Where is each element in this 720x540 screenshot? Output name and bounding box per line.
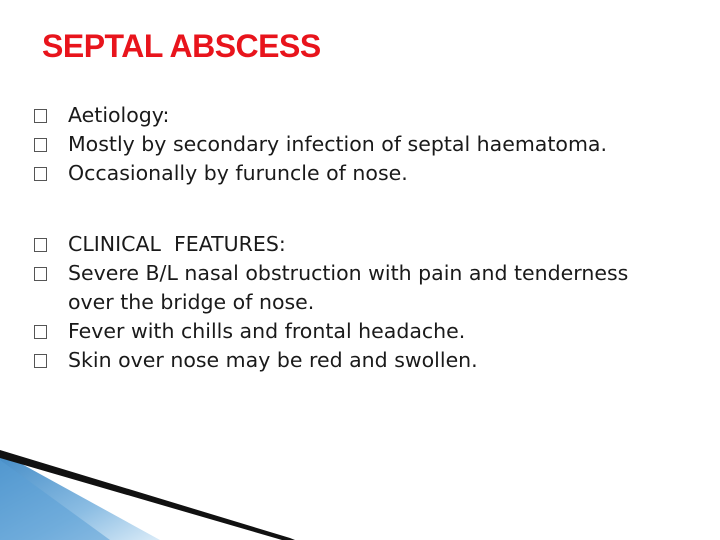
bullet-text: CLINICAL FEATURES:	[68, 232, 286, 256]
bullet-box-icon	[34, 109, 47, 123]
bullet-text: Fever with chills and frontal headache.	[68, 319, 466, 343]
bullet-text: Aetiology:	[68, 103, 170, 127]
corner-swoosh-decoration	[0, 450, 300, 540]
slide-body	[34, 101, 674, 375]
bullet-item	[34, 259, 674, 317]
bullet-text: Skin over nose may be red and swollen.	[68, 348, 478, 372]
bullet-box-icon	[34, 167, 47, 181]
bullet-item	[34, 346, 674, 375]
bullet-box-icon	[34, 267, 47, 281]
bullet-box-icon	[34, 138, 47, 152]
bullet-box-icon	[34, 354, 47, 368]
bullet-item	[34, 317, 674, 346]
bullet-box-icon	[34, 325, 47, 339]
bullet-box-icon	[34, 238, 47, 252]
slide-title: SEPTAL ABSCESS	[42, 28, 321, 64]
bullet-text: Occasionally by furuncle of nose.	[68, 161, 408, 185]
bullet-text: Mostly by secondary infection of septal haematoma.	[68, 132, 607, 156]
bullet-item	[34, 101, 674, 130]
bullet-text: Severe B/L nasal obstruction with pain and tenderness over the bridge of nose.	[68, 261, 629, 314]
bullet-item	[34, 130, 674, 159]
bullet-item	[34, 230, 674, 259]
bullet-item	[34, 159, 674, 188]
